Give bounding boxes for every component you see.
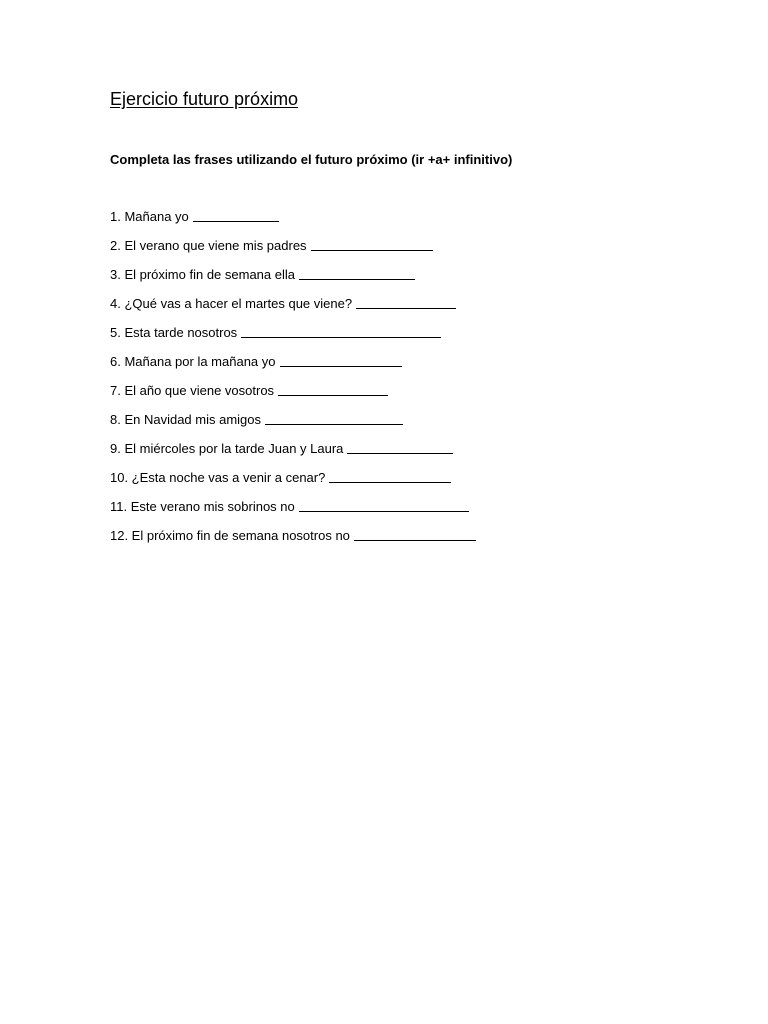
answer-blank[interactable] xyxy=(354,527,476,541)
exercise-item-text: 3. El próximo fin de semana ella xyxy=(110,267,295,282)
exercise-item xyxy=(110,498,476,527)
exercise-item xyxy=(110,469,476,498)
answer-blank[interactable] xyxy=(193,208,279,222)
page-title: Ejercicio futuro próximo xyxy=(110,89,299,109)
exercise-item-text: 6. Mañana por la mañana yo xyxy=(110,354,276,369)
exercise-item xyxy=(110,237,476,266)
exercise-item xyxy=(110,527,476,556)
exercise-list xyxy=(110,208,476,556)
exercise-item-text: 12. El próximo fin de semana nosotros no xyxy=(110,528,350,543)
exercise-item xyxy=(110,324,476,353)
answer-blank[interactable] xyxy=(241,324,441,338)
exercise-item xyxy=(110,411,476,440)
exercise-item-text: 2. El verano que viene mis padres xyxy=(110,238,307,253)
answer-blank[interactable] xyxy=(347,440,453,454)
answer-blank[interactable] xyxy=(265,411,403,425)
answer-blank[interactable] xyxy=(356,295,456,309)
answer-blank[interactable] xyxy=(280,353,402,367)
exercise-item xyxy=(110,208,476,237)
exercise-item xyxy=(110,295,476,324)
exercise-item-text: 9. El miércoles por la tarde Juan y Laura xyxy=(110,441,344,456)
exercise-item-text: 5. Esta tarde nosotros xyxy=(110,325,238,340)
answer-blank[interactable] xyxy=(299,498,469,512)
exercise-item xyxy=(110,266,476,295)
answer-blank[interactable] xyxy=(329,469,451,483)
exercise-item-text: 11. Este verano mis sobrinos no xyxy=(110,499,295,514)
exercise-item-text: 1. Mañana yo xyxy=(110,209,189,224)
exercise-item xyxy=(110,440,476,469)
answer-blank[interactable] xyxy=(299,266,415,280)
exercise-item xyxy=(110,382,476,411)
instructions: Completa las frases utilizando el futuro próximo (ir +a+ infinitivo) xyxy=(110,152,513,167)
exercise-item-text: 7. El año que viene vosotros xyxy=(110,383,275,398)
answer-blank[interactable] xyxy=(311,237,433,251)
answer-blank[interactable] xyxy=(278,382,388,396)
exercise-item-text: 4. ¿Qué vas a hacer el martes que viene? xyxy=(110,296,353,311)
exercise-item-text: 8. En Navidad mis amigos xyxy=(110,412,262,427)
exercise-item xyxy=(110,353,476,382)
exercise-item-text: 10. ¿Esta noche vas a venir a cenar? xyxy=(110,470,326,485)
